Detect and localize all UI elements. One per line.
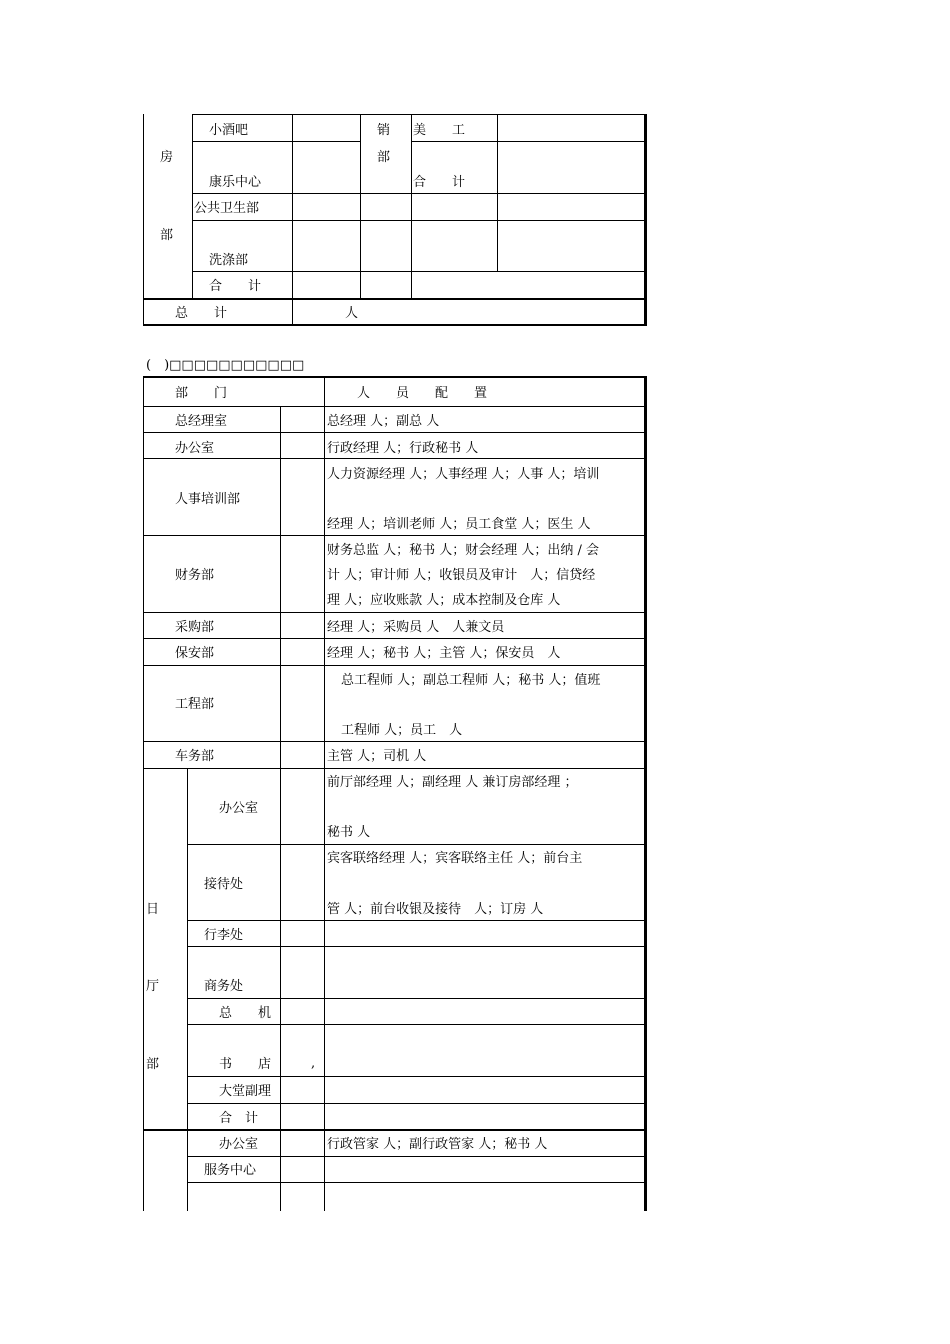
fo-luggage: 行李处 (204, 928, 244, 943)
table-cell (324, 1024, 645, 1077)
table-cell (280, 768, 325, 845)
dept-transport: 车务部 (175, 749, 215, 764)
room-dept-label-2: 部 (160, 228, 174, 243)
sales-label-1: 销 (377, 123, 391, 138)
table-cell (280, 1182, 325, 1211)
row-sub-total: 合 计 (413, 175, 466, 190)
table-cell (292, 220, 361, 272)
table-cell (324, 1182, 645, 1211)
table-cell (324, 1076, 645, 1104)
fo-office-staff-line1: 前厅部经理 人；副经理 人 兼订房部经理 ； (327, 775, 578, 790)
table-cell (360, 271, 412, 299)
front-office-label-1: 日 (146, 902, 160, 917)
table-cell (280, 844, 325, 921)
table-cell (280, 920, 325, 947)
table-cell (292, 141, 361, 194)
fo-reception: 接待处 (204, 877, 244, 892)
table-cell (324, 946, 645, 999)
table-cell (497, 220, 645, 272)
dept-office: 办公室 (175, 441, 215, 456)
staff-security: 经理 人；秘书 人；主管 人；保安员 人 (327, 646, 561, 661)
table-border (645, 114, 647, 326)
table-cell (187, 1182, 281, 1211)
table-cell (324, 920, 645, 947)
fo-business: 商务处 (204, 979, 244, 994)
row-name-laundry: 洗涤部 (209, 253, 249, 268)
table-cell (411, 220, 498, 272)
staff-finance-line1: 财务总监 人；秘书 人；财会经理 人；出纳 / 会 (327, 543, 600, 558)
table-cell (280, 1129, 325, 1157)
hk-office-staff: 行政管家 人；副行政管家 人；秘书 人 (327, 1137, 548, 1152)
table-cell (292, 114, 361, 142)
table-cell (497, 193, 645, 221)
staff-finance-line3: 理 人；应收账款 人；成本控制及仓库 人 (327, 593, 561, 608)
table-cell (280, 1024, 325, 1077)
staff-engineering-line1: 总工程师 人；副总工程师 人；秘书 人；值班 (341, 673, 601, 688)
table-cell (280, 612, 325, 639)
table-cell (292, 271, 361, 299)
grand-total-value: 人 (345, 306, 359, 321)
fo-bookstore-mark: , (311, 1056, 316, 1071)
fo-office-staff-line2: 秘书 人 (327, 825, 371, 840)
table-cell (360, 220, 412, 272)
table-cell (324, 1103, 645, 1130)
table-cell (411, 193, 498, 221)
table-border (645, 376, 647, 1211)
table-cell (280, 432, 325, 459)
section-caption: ( )□□□□□□□□□□□ (146, 358, 305, 373)
staff-engineering-line2: 工程师 人；员工 人 (341, 723, 463, 738)
fo-reception-staff-line1: 宾客联络经理 人；宾客联络主任 人；前台主 (327, 851, 583, 866)
fo-office: 办公室 (219, 801, 259, 816)
staff-gm-office: 总经理 人；副总 人 (327, 414, 440, 429)
room-dept-cell (143, 114, 193, 299)
table-cell (280, 535, 325, 613)
dept-finance: 财务部 (175, 568, 215, 583)
dept-purchasing: 采购部 (175, 620, 215, 635)
header-dept: 部 门 (175, 386, 228, 401)
staff-purchasing: 经理 人；采购员 人 人兼文员 (327, 620, 505, 635)
hk-service-center: 服务中心 (204, 1163, 257, 1178)
table-cell (324, 1156, 645, 1183)
fo-reception-staff-line2: 管 人；前台收银及接待 人；订房 人 (327, 902, 544, 917)
front-office-label-2: 厅 (146, 979, 160, 994)
staff-hr-line1: 人力资源经理 人；人事经理 人；人事 人；培训 (327, 467, 600, 482)
table-cell (411, 271, 645, 299)
row-sub-artist: 美 工 (413, 123, 466, 138)
table-cell (280, 406, 325, 433)
fo-assistant-manager: 大堂副理 (219, 1084, 272, 1099)
table-cell (143, 376, 325, 407)
table-cell (143, 768, 188, 1130)
staff-transport: 主管 人；司机 人 (327, 749, 427, 764)
fo-subtotal: 合 计 (219, 1111, 259, 1126)
staff-office: 行政经理 人；行政秘书 人 (327, 441, 479, 456)
table-cell (497, 114, 645, 142)
table-cell (143, 1129, 188, 1211)
dept-engineering: 工程部 (175, 697, 215, 712)
dept-security: 保安部 (175, 646, 215, 661)
table-cell (280, 638, 325, 666)
fo-bookstore: 书 店 (219, 1057, 272, 1072)
dept-gm-office: 总经理室 (175, 414, 228, 429)
table-cell (324, 998, 645, 1025)
fo-switchboard: 总 机 (219, 1006, 272, 1021)
table-cell (280, 741, 325, 769)
front-office-label-3: 部 (146, 1057, 160, 1072)
table-cell (280, 1076, 325, 1104)
sales-label-2: 部 (377, 150, 391, 165)
row-name-subtotal: 合 计 (209, 279, 262, 294)
room-dept-label-1: 房 (160, 150, 174, 165)
header-staff: 人 员 配 置 (357, 386, 488, 401)
table-cell (360, 193, 412, 221)
table-cell (280, 665, 325, 742)
table-cell (292, 193, 361, 221)
table-cell (497, 141, 645, 194)
staff-hr-line2: 经理 人；培训老师 人；员工食堂 人；医生 人 (327, 517, 591, 532)
dept-hr: 人事培训部 (175, 492, 241, 507)
row-name-minibar: 小酒吧 (209, 123, 249, 138)
grand-total-label: 总 计 (175, 306, 228, 321)
table-cell (280, 458, 325, 536)
hk-office: 办公室 (219, 1137, 259, 1152)
row-name-recreation: 康乐中心 (209, 175, 262, 190)
row-name-public-hygiene: 公共卫生部 (194, 201, 260, 216)
table-cell (280, 1103, 325, 1130)
table-cell (280, 998, 325, 1025)
table-cell (280, 946, 325, 999)
staff-finance-line2: 计 人；审计师 人；收银员及审计 人；信贷经 (327, 568, 596, 583)
table-cell (280, 1156, 325, 1183)
